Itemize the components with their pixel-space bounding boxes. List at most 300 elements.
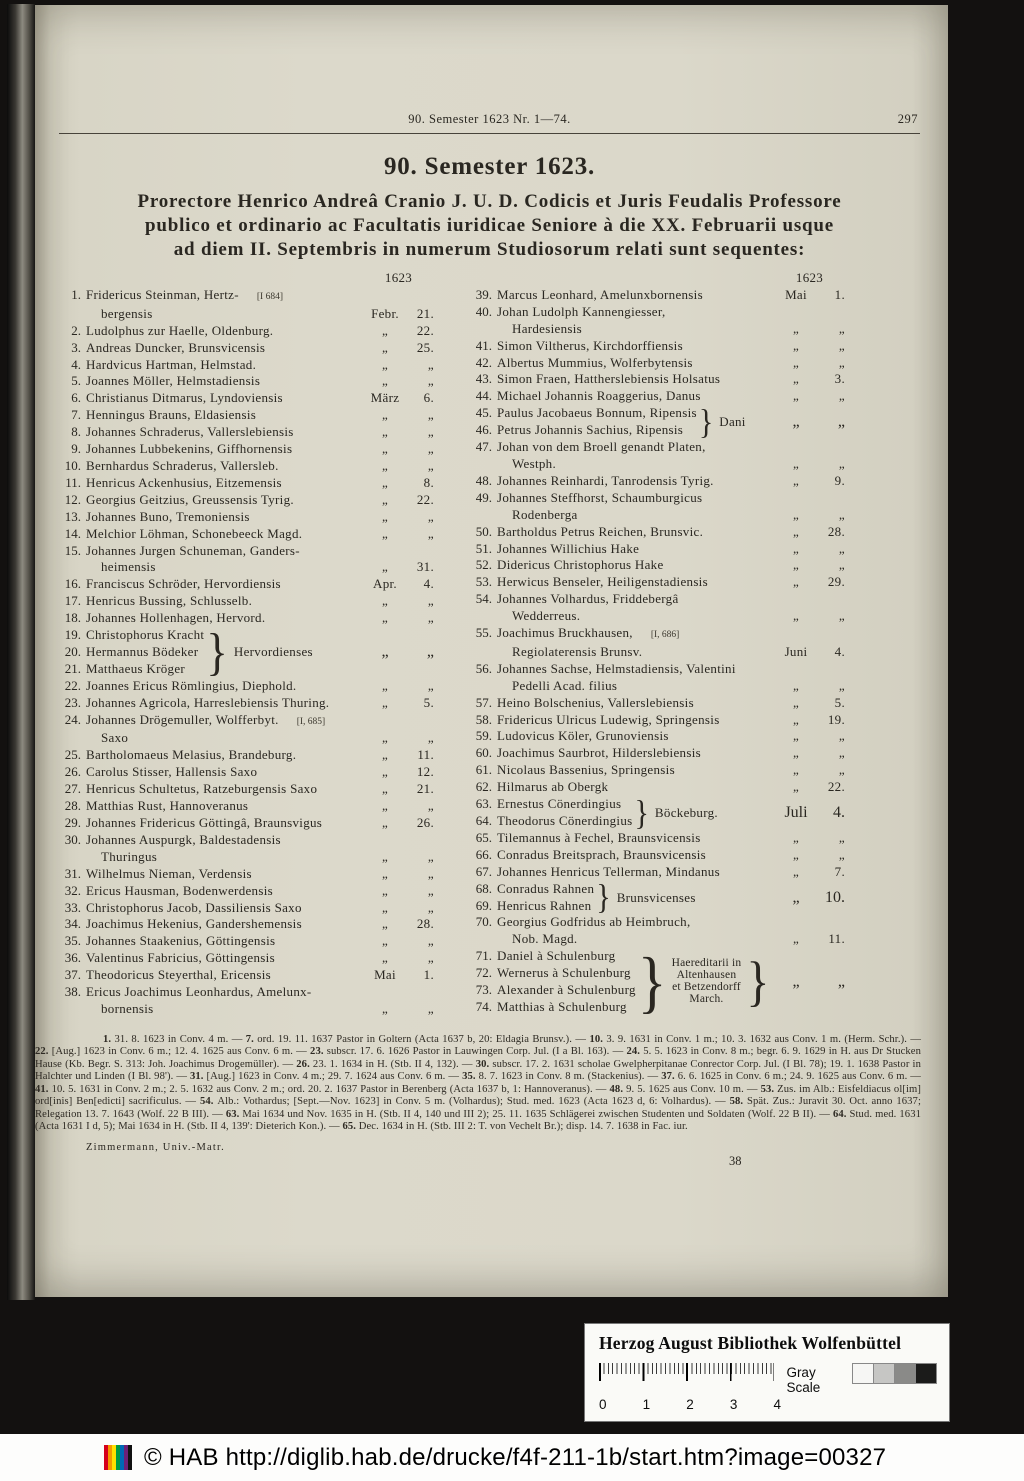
- entry-number: 60.: [475, 745, 492, 761]
- date-day: [407, 832, 434, 849]
- date-day: „: [838, 728, 845, 744]
- entry-text: Ludolphus zur Haelle, Oldenburg.: [86, 322, 274, 338]
- date-month: „: [381, 491, 389, 507]
- caption-text: © HAB http://diglib.hab.de/drucke/f4f-211-1b/start.htm?image=00327: [144, 1443, 887, 1471]
- entry-text: Andreas Duncker, Brunsvicensis: [86, 339, 266, 355]
- date-month: „: [381, 730, 389, 746]
- date-day: 11.: [417, 747, 434, 763]
- entry-number: 13.: [64, 508, 81, 524]
- register-entry: [470, 456, 845, 473]
- page-number: 297: [897, 112, 918, 126]
- date-month: „: [381, 559, 389, 575]
- date-day: „: [427, 950, 434, 966]
- entry-number: 64.: [475, 813, 492, 828]
- register-entry: [59, 781, 434, 798]
- entry-text: bornensis: [101, 1000, 154, 1016]
- date-day: „: [838, 762, 845, 778]
- register-entry: [470, 712, 845, 729]
- entry-text: Ericus Hausman, Bodenwerdensis: [86, 882, 273, 898]
- footnote-ref: 10.: [589, 1033, 603, 1045]
- entry-text: Johannes Sachse, Helmstadiensis, Valentini: [497, 660, 736, 676]
- date-day: 10.: [825, 888, 845, 906]
- date-month: „: [792, 608, 800, 624]
- entry-text: Johannes Hollenhagen, Hervord.: [86, 610, 266, 626]
- entry-text: Regiolaterensis Brunsv.: [512, 643, 643, 659]
- date-month: „: [381, 1000, 389, 1016]
- entry-number: 39.: [475, 286, 492, 302]
- register-entry: [59, 815, 434, 832]
- date-month: „: [381, 424, 389, 440]
- date-month: „: [381, 747, 389, 763]
- entry-text: Michael Johannis Roaggerius, Danus: [497, 388, 701, 404]
- entry-text: Johannes Lubbekenins, Giffhornensis: [86, 441, 293, 457]
- entry-number: 22.: [64, 677, 81, 693]
- register-entry: [470, 965, 636, 982]
- date-day: „: [427, 356, 434, 372]
- register-entry: [59, 458, 434, 475]
- section-title: 90. Semester 1623.: [383, 153, 596, 180]
- entry-text: Johannes Willichius Hake: [497, 540, 640, 556]
- date-month: „: [792, 557, 800, 573]
- book-spine-edge: [7, 4, 35, 1300]
- date-month: [363, 712, 407, 731]
- group-label-line: Altenhausen: [676, 969, 737, 982]
- date-month: Juli: [784, 804, 808, 821]
- date-day: 26.: [416, 815, 434, 830]
- register-entry: [59, 644, 204, 661]
- date-day: 4.: [834, 643, 845, 659]
- date-month: „: [381, 916, 389, 932]
- register-entry: [59, 287, 434, 306]
- margin-note: [I, 685]: [296, 716, 326, 727]
- date-day: „: [838, 320, 845, 336]
- date-month: „: [792, 829, 800, 845]
- register-entry: [470, 473, 845, 490]
- date-month: „: [381, 933, 389, 949]
- entry-number: [470, 507, 497, 524]
- date-day: „: [838, 829, 845, 845]
- entry-text: Tilemannus à Fechel, Braunsvicensis: [497, 829, 701, 845]
- entry-text: Matthias Rust, Hannoveranus: [86, 798, 249, 814]
- date-day: 22.: [416, 322, 434, 338]
- date-month: „: [792, 574, 800, 590]
- footnote-ref: 22.: [35, 1046, 49, 1058]
- entry-number: 21.: [64, 660, 81, 676]
- entry-text: Matthias à Schulenburg: [497, 998, 627, 1014]
- register-entry: [470, 745, 845, 762]
- register-entry: [59, 661, 204, 678]
- entry-number: 63.: [475, 796, 492, 812]
- date-month: „: [792, 472, 800, 488]
- page-content: [35, 112, 922, 1174]
- date-day: 1.: [834, 286, 845, 302]
- entry-text: Hilmarus ab Obergk: [497, 779, 609, 795]
- group-label-line: Haereditarii in: [671, 957, 742, 970]
- entry-number: 32.: [64, 882, 81, 898]
- date-month: „: [381, 798, 389, 814]
- entry-text: Franciscus Schröder, Hervordiensis: [86, 576, 281, 592]
- date-month: [363, 287, 407, 306]
- footnote-ref: 7.: [245, 1033, 254, 1045]
- date-day: [818, 439, 845, 456]
- entry-number: 42.: [475, 354, 492, 370]
- entry-number: 53.: [475, 574, 492, 590]
- date-month: „: [792, 762, 800, 778]
- date-month: „: [381, 593, 389, 609]
- date-day: „: [838, 540, 845, 556]
- date-month: „: [381, 764, 389, 780]
- register-entry: [470, 625, 845, 644]
- register-entry: [470, 490, 845, 507]
- date-day: [818, 625, 845, 644]
- entry-text: Henningus Brauns, Eldasiensis: [86, 407, 257, 423]
- entry-text: Johannes Agricola, Harreslebiensis Thuring.: [86, 694, 330, 710]
- date-month: Apr.: [373, 576, 397, 592]
- entry-text: Bernhardus Schraderus, Vallersleb.: [86, 457, 279, 473]
- entry-text: Johannes Schraderus, Vallerslebiensis: [86, 424, 294, 440]
- date-month: „: [792, 523, 800, 539]
- grayscale-patches: [853, 1363, 937, 1384]
- grayscale-patch: [852, 1363, 874, 1384]
- register-entry: [470, 948, 636, 965]
- sheet-number: 38: [729, 1153, 742, 1168]
- register-entry-group: [59, 623, 434, 681]
- group-label: [669, 958, 745, 1005]
- entry-number: 41.: [475, 337, 492, 353]
- register-entry: [59, 357, 434, 374]
- date-month: [363, 543, 407, 560]
- date-day: „: [838, 337, 845, 353]
- register-entry: [470, 321, 845, 338]
- source-signature: Zimmermann, Univ.-Matr.: [86, 1141, 225, 1153]
- intro-line: Prorectore Henrico Andreâ Cranio J. U. D. Codicis et Juris Feudalis Professore: [137, 191, 842, 212]
- date-month: „: [381, 525, 389, 541]
- register-entry: [59, 866, 434, 883]
- date-month: „: [381, 407, 389, 423]
- footnote-ref: 54.: [199, 1096, 214, 1108]
- date-day: [407, 712, 434, 731]
- register-entry: [470, 982, 636, 999]
- entry-text: Bartholdus Petrus Reichen, Brunsvic.: [497, 523, 704, 539]
- register-entry: [59, 390, 434, 407]
- date-day: 4.: [833, 804, 845, 821]
- date-month: [774, 661, 818, 678]
- entry-number: 36.: [64, 950, 81, 966]
- date-month: Mai: [374, 967, 396, 983]
- entry-text: Johannes Fridericus Göttingâ, Braunsvigus: [86, 815, 323, 830]
- margin-note: [I 684]: [256, 291, 283, 302]
- footnote-ref: 1.: [103, 1033, 112, 1045]
- entry-number: 67.: [475, 863, 492, 879]
- date-day: [818, 661, 845, 678]
- register-entry: [470, 355, 845, 372]
- date-month: [774, 439, 818, 456]
- register-entry: [470, 914, 845, 931]
- date-day: „: [838, 506, 845, 522]
- register-entry: [470, 779, 845, 796]
- footnotes-paragraph: 1. 31. 8. 1623 in Conv. 4 m. — 7. ord. 19. 11. 1637 Pastor in Goltern (Acta 1637 b, 20: Eldagia Brunsv.). — 10. 3. 9. 1631 in Conv. 1 m.; 10. 3. 1632 aus Conv. 1 m. (Herm. Schr.). — 22. [Aug.] 1623 in Conv. 6 m.; 12. 4. 1625 aus Conv. 6 m. — 23. subscr. 17. 6. 1626 Pastor in Lauwingen Corp. Jul. (I a Bl. 163). — 24. 5. 5. 1623 in Conv. 8 m.; begr. 6. 9. 1629 in H. aus Dr Stucken Hause (Kb. Begr. S. 313: Joh. Joachimus Drogemüller). — 26. 23. 1. 1634 in H. (Stb. II 4, 132). — 30. subscr. 17. 2. 1631 scholae Gwelpherpitanae Conrector Corp. Jul. (I Bl. 78); 19. 1. 1638 Pastor in Halchter und Linden (I Bl. 98'). — 31. [Aug.] 1623 in Conv. 4 m.; 29. 7. 1624 aus Conv. 6 m. — 35. 8. 7. 1623 in Conv. 8 m. (Stackenius). — 37. 6. 6. 1625 in Conv. 6 m.; 24. 9. 1625 aus Conv. 6 m. — 41. 10. 5. 1631 in Conv. 2 m.; 2. 5. 1632 aus Conv. 2 m.; ord. 20. 2. 1637 Pastor in Berenberg (Acta 1637 b, 1: Hannoveranus). — 48. 9. 5. 1625 aus Conv. 10 m. — 53. Zus. im Alb.: Eisfeldiacus ol[im] ord[inis] Ben[edicti] sacrificulus. — 54. Alb.: Vothardus; [Sept.—Nov. 1623] in Conv. 5 m. (Volhardus); Stud. med. 1623 (Acta 1623 d, 6: Volhardus). — 58. Spät. Zus.: Juravit 30. Oct. anno 1637; Relegation 13. 7. 1643 (Wolf. 22 B III). — 63. Mai 1634 und Nov. 1635 in H. (Stb. II 4, 140 und III 2); 25. 11. 1635 Schlägerei zwischen Studenten und Soldaten (Wolf. 22 B II). — 64. Stud. med. 1631 (Acta 1631 I d, 5); Mai 1634 in H. (Stb. II 4, 139': Dieterich Kon.). — 65. Dec. 1634 in H. (Stb. III 2: T. von Vechelt Br.); disp. 14. 7. 1638 in Fac. iur.: [35, 1033, 922, 1133]
- date-day: 3.: [834, 371, 845, 387]
- date-day: [818, 914, 845, 931]
- date-month: „: [792, 506, 800, 522]
- date-month: „: [381, 899, 389, 915]
- entry-number: 50.: [475, 523, 492, 539]
- register-entry: [59, 695, 434, 712]
- year-header: 1623: [384, 270, 413, 285]
- entry-number: 28.: [64, 798, 81, 814]
- entry-number: 27.: [64, 781, 81, 797]
- entry-text: Albertus Mummius, Wolferbytensis: [497, 354, 693, 370]
- entry-number: 55.: [475, 625, 492, 641]
- date-day: 29.: [827, 574, 845, 590]
- date-day: „: [838, 557, 845, 573]
- register-entry: [59, 526, 434, 543]
- entry-text: Petrus Johannis Sachius, Ripensis: [497, 422, 684, 438]
- entry-number: 62.: [475, 779, 492, 795]
- date-day: 6.: [423, 390, 434, 406]
- group-label-line: et Betzendorff: [672, 981, 741, 994]
- entry-number: 52.: [475, 557, 492, 573]
- entry-number: 74.: [475, 998, 492, 1014]
- entry-number: 68.: [475, 880, 492, 896]
- entry-number: 3.: [71, 339, 81, 355]
- register-column-right: [470, 270, 845, 1021]
- register-entry: [59, 492, 434, 509]
- register-entry: [470, 999, 636, 1016]
- entry-text: Johannes Henricus Tellerman, Mindanus: [497, 863, 720, 879]
- date-month: [363, 832, 407, 849]
- date-day: „: [427, 525, 434, 541]
- register-entry: [59, 424, 434, 441]
- register-entry: [59, 712, 434, 731]
- date-month: „: [381, 950, 389, 966]
- entry-number: 69.: [475, 897, 492, 913]
- entry-text: Theodorus Cönerdingius: [497, 813, 633, 828]
- entry-number: [470, 644, 497, 661]
- date-month: „: [792, 846, 800, 862]
- entry-number: 11.: [65, 474, 81, 490]
- date-day: 19.: [827, 711, 845, 727]
- entry-text: Hardvicus Hartman, Helmstad.: [86, 356, 257, 372]
- date-month: [774, 304, 818, 321]
- grayscale-patch: [894, 1363, 916, 1384]
- date-day: 4.: [423, 576, 434, 592]
- date-month: „: [381, 781, 389, 797]
- entry-number: 23.: [64, 694, 81, 710]
- register-entry: [59, 984, 434, 1001]
- date-day: „: [838, 388, 845, 404]
- entry-text: Wilhelmus Nieman, Verdensis: [86, 865, 252, 881]
- date-day: 5.: [423, 694, 434, 710]
- register-entry: [59, 900, 434, 917]
- footnote-ref: 53.: [760, 1083, 775, 1095]
- date-month: „: [381, 474, 389, 490]
- register-entry: [59, 950, 434, 967]
- register-entry: [470, 678, 845, 695]
- footnote-ref: 65.: [342, 1121, 356, 1133]
- entry-text: Joannes Ericus Römlingius, Diephold.: [86, 677, 297, 693]
- brace-icon: }: [637, 944, 667, 1021]
- entry-text: heimensis: [101, 559, 156, 575]
- entry-text: Theodoricus Steyerthal, Ericensis: [86, 967, 271, 983]
- group-label-line: March.: [689, 992, 724, 1005]
- spacer: [59, 270, 363, 287]
- date-month: „: [792, 728, 800, 744]
- entry-text: Marcus Leonhard, Amelunxbornensis: [497, 286, 703, 302]
- date-month: „: [381, 882, 389, 898]
- entry-text: Hermannus Bödeker: [86, 643, 199, 659]
- entry-text: Johannes Auspurgk, Baldestadensis: [86, 831, 281, 847]
- entry-number: 25.: [64, 747, 81, 763]
- date-month: „: [381, 508, 389, 524]
- hab-label: [585, 1324, 949, 1421]
- date-month: März: [370, 390, 400, 406]
- date-day: 8.: [423, 474, 434, 490]
- entry-text: Melchior Löhman, Schonebeeck Magd.: [86, 525, 303, 541]
- brace-icon: }: [746, 951, 770, 1013]
- grayscale-patch: [873, 1363, 895, 1384]
- year-header: 1623: [795, 270, 824, 285]
- entry-text: Paulus Jacobaeus Bonnum, Ripensis: [497, 405, 697, 421]
- register-entry: [470, 541, 845, 558]
- register-entry: [470, 422, 697, 439]
- entry-number: 47.: [475, 439, 492, 455]
- register-entry: [470, 796, 633, 813]
- footnote-ref: 31.: [190, 1071, 204, 1083]
- entry-text: Johannes Reinhardi, Tanrodensis Tyrig.: [497, 472, 714, 488]
- register-entry: [470, 608, 845, 625]
- entry-text: Joachimus Hekenius, Gandershemensis: [86, 916, 302, 932]
- entry-number: 46.: [475, 422, 492, 438]
- entry-number: 17.: [64, 593, 81, 609]
- date-day: „: [427, 610, 434, 626]
- entry-text: Conradus Rahnen: [497, 880, 595, 896]
- register-entry: [59, 678, 434, 695]
- entry-text: Fridericus Steinman, Hertz- [I 684]: [86, 286, 283, 302]
- date-day: „: [838, 846, 845, 862]
- register-entry: [59, 916, 434, 933]
- entry-number: 16.: [64, 576, 81, 592]
- group-names: [470, 881, 594, 915]
- entry-text: Matthaeus Kröger: [86, 660, 186, 676]
- intro-paragraph: [59, 190, 920, 262]
- date-day: „: [427, 865, 434, 881]
- register-entry: [470, 881, 594, 898]
- register-entry-group: [470, 796, 845, 830]
- entry-number: [59, 1001, 86, 1018]
- entry-text: Henricus Ackenhusius, Eitzemensis: [86, 474, 282, 490]
- date-day: „: [427, 730, 434, 746]
- register-entry: [470, 270, 845, 287]
- entry-text: Thuringus: [101, 848, 158, 864]
- entry-number: 57.: [475, 694, 492, 710]
- date-day: „: [838, 354, 845, 370]
- entry-number: 37.: [64, 967, 81, 983]
- date-day: „: [427, 508, 434, 524]
- register-entry: [59, 730, 434, 747]
- register-entry: [470, 388, 845, 405]
- date-month: „: [792, 455, 800, 471]
- register-entry: [59, 593, 434, 610]
- entry-text: Johannes Jurgen Schuneman, Ganders-: [86, 542, 300, 558]
- date-day: „: [837, 973, 845, 991]
- register-entry: [59, 883, 434, 900]
- date-day: [818, 490, 845, 507]
- date-month: „: [792, 677, 800, 693]
- register-column-left: [59, 270, 434, 1018]
- register-entry: [59, 849, 434, 866]
- entry-text: Herwicus Benseler, Heiligenstadiensis: [497, 574, 708, 590]
- entry-number: 43.: [475, 371, 492, 387]
- date-month: Mai: [785, 286, 807, 302]
- group-label: Brunsvicenses: [616, 889, 696, 905]
- date-day: 1.: [423, 967, 434, 983]
- date-day: 22.: [416, 491, 434, 507]
- date-day: [818, 304, 845, 321]
- entry-text: Henricus Schultetus, Ratzeburgensis Saxo: [86, 781, 318, 797]
- page-footer: [59, 1140, 920, 1174]
- date-day: „: [838, 608, 845, 624]
- entry-number: [59, 559, 86, 576]
- date-day: „: [427, 677, 434, 693]
- entry-text: Bartholomaeus Melasius, Brandeburg.: [86, 747, 297, 763]
- date-day: [818, 591, 845, 608]
- entry-number: 66.: [475, 846, 492, 862]
- entry-text: Simon Fraen, Hattherslebiensis Holsatus: [497, 371, 721, 387]
- date-month: [774, 591, 818, 608]
- date-day: 21.: [416, 781, 434, 797]
- footnote-ref: 64.: [832, 1108, 847, 1120]
- entry-number: [59, 306, 86, 323]
- date-day: „: [427, 882, 434, 898]
- register-entry: [470, 338, 845, 355]
- entry-number: 15.: [64, 542, 81, 558]
- group-label: Hervordienses: [233, 644, 313, 660]
- date-month: „: [381, 356, 389, 372]
- entry-number: 31.: [64, 865, 81, 881]
- entry-number: [470, 678, 497, 695]
- date-day: [407, 287, 434, 306]
- date-month: „: [381, 694, 389, 710]
- entry-number: [470, 931, 497, 948]
- register-entry: [59, 441, 434, 458]
- entry-text: Johannes Volhardus, Friddebergâ: [497, 591, 679, 607]
- entry-number: 65.: [475, 829, 492, 845]
- entry-text: Heino Bolschenius, Vallerslebiensis: [497, 694, 694, 710]
- entry-text: Ludovicus Köler, Grunoviensis: [497, 728, 669, 744]
- entry-text: bergensis: [101, 305, 153, 321]
- brace-icon: }: [634, 794, 649, 832]
- intro-line: ad diem II. Septembris in numerum Studiosorum relati sunt sequentes:: [173, 239, 806, 260]
- entry-number: 54.: [475, 591, 492, 607]
- date-month: „: [792, 745, 800, 761]
- date-day: „: [427, 848, 434, 864]
- register-entry: [59, 559, 434, 576]
- spacer: [470, 270, 774, 287]
- date-month: „: [381, 457, 389, 473]
- entry-text: Christophorus Jacob, Dassiliensis Saxo: [86, 899, 302, 915]
- group-names: [470, 796, 633, 830]
- entry-number: 6.: [71, 390, 81, 406]
- date-month: „: [381, 322, 389, 338]
- entry-text: Wedderreus.: [512, 608, 581, 624]
- entry-text: Simon Viltherus, Kirchdorffiensis: [497, 337, 683, 353]
- date-day: „: [427, 441, 434, 457]
- register-entry: [470, 304, 845, 321]
- date-month: „: [792, 931, 800, 947]
- date-day: „: [838, 745, 845, 761]
- entry-number: 5.: [71, 373, 81, 389]
